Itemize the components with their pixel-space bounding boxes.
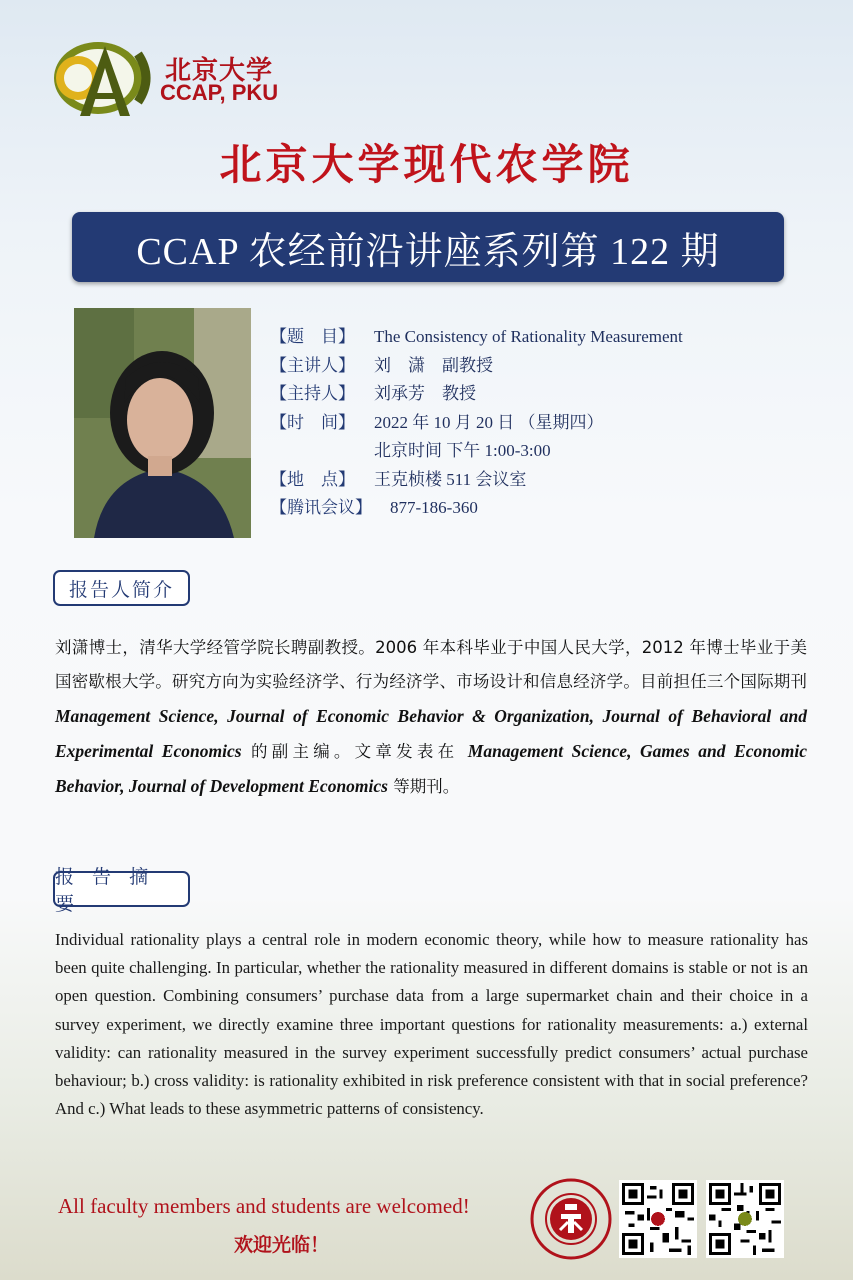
section-heading-speaker: 报告人简介 <box>53 570 190 606</box>
lecture-series-banner <box>72 212 784 282</box>
info-row-topic <box>270 322 830 351</box>
info-value: 刘 潇 副教授 <box>374 355 493 375</box>
welcome-text-en: All faculty members and students are welcomed! <box>58 1194 470 1218</box>
event-info <box>270 322 830 522</box>
speaker-bio <box>55 631 807 804</box>
qr-code[interactable] <box>619 1180 697 1258</box>
bio-text: 的副主编。文章发表在 <box>241 742 468 761</box>
speaker-photo <box>74 308 251 538</box>
bio-journals-editor: Management Science, Journal of Economic Behavior & Organization, Journal of Behavioral and Experimental Economics <box>55 706 807 761</box>
meeting-id: 877-186-360 <box>390 498 478 517</box>
university-name-cn: 北京大学 <box>165 56 274 86</box>
info-row-time-detail <box>270 436 830 465</box>
info-row-tencent-meeting <box>270 493 830 522</box>
info-value: 2022 年 10 月 20 日 （星期四） <box>374 412 604 432</box>
info-row-location <box>270 465 830 494</box>
university-name-en: CCAP, PKU <box>160 80 279 105</box>
lecture-series-title: CCAP 农经前沿讲座系列第 122 期 <box>136 230 720 273</box>
info-value: The Consistency of Rationality Measurement <box>374 327 683 346</box>
abstract-text: Individual rationality plays a central role in modern economic theory, while how to measure rationality has been quite challenging. In particular, whether the rationality measured in different domains is stable or not is an open question. Combining consumers’ purchase data from a large supermarket chain and their choice in a survey experiment, we directly examine three important questions for rationality measurements: a.) external validity: can rationality measured in the survey experiment successfully predict consumers’ actual purchase behaviour; b.) cross validity: is rationality exhibited in risk preference consistent with that in social preference? And c.) What leads to these asymmetric patterns of consistency. <box>55 930 808 1119</box>
info-label: 【腾讯会议】 <box>270 498 372 517</box>
info-label: 【主讲人】 <box>270 355 355 375</box>
bio-journals-published: Management Science, Games and Economic Behavior, Journal of Development Economics <box>55 741 807 796</box>
qr-code[interactable] <box>706 1180 784 1258</box>
info-label: 【主持人】 <box>270 384 355 403</box>
info-value: 北京时间 下午 1:00-3:00 <box>374 441 551 460</box>
info-row-host <box>270 379 830 408</box>
info-row-time <box>270 408 830 437</box>
welcome-text-cn: 欢迎光临！ <box>234 1234 330 1256</box>
info-label: 【地 点】 <box>270 469 355 489</box>
ccap-logo <box>50 38 160 120</box>
section-heading-abstract: 报 告 摘 要 <box>53 871 190 907</box>
info-label: 【题 目】 <box>270 327 355 346</box>
college-title: 北京大学现代农学院 <box>219 140 634 189</box>
peking-university-seal <box>530 1178 612 1260</box>
info-value: 王克桢楼 511 会议室 <box>374 469 527 489</box>
bio-text: 等期刊。 <box>388 777 460 796</box>
info-row-speaker <box>270 351 830 380</box>
info-label: 【时 间】 <box>270 412 355 432</box>
info-value: 刘承芳 教授 <box>374 384 476 403</box>
bio-text: 刘潇博士，清华大学经管学院长聘副教授。2006 年本科毕业于中国人民大学，2012 年博士毕业于美国密歇根大学。研究方向为实验经济学、行为经济学、市场设计和信息经济学。目前担任三个国际期刊 <box>55 638 807 691</box>
